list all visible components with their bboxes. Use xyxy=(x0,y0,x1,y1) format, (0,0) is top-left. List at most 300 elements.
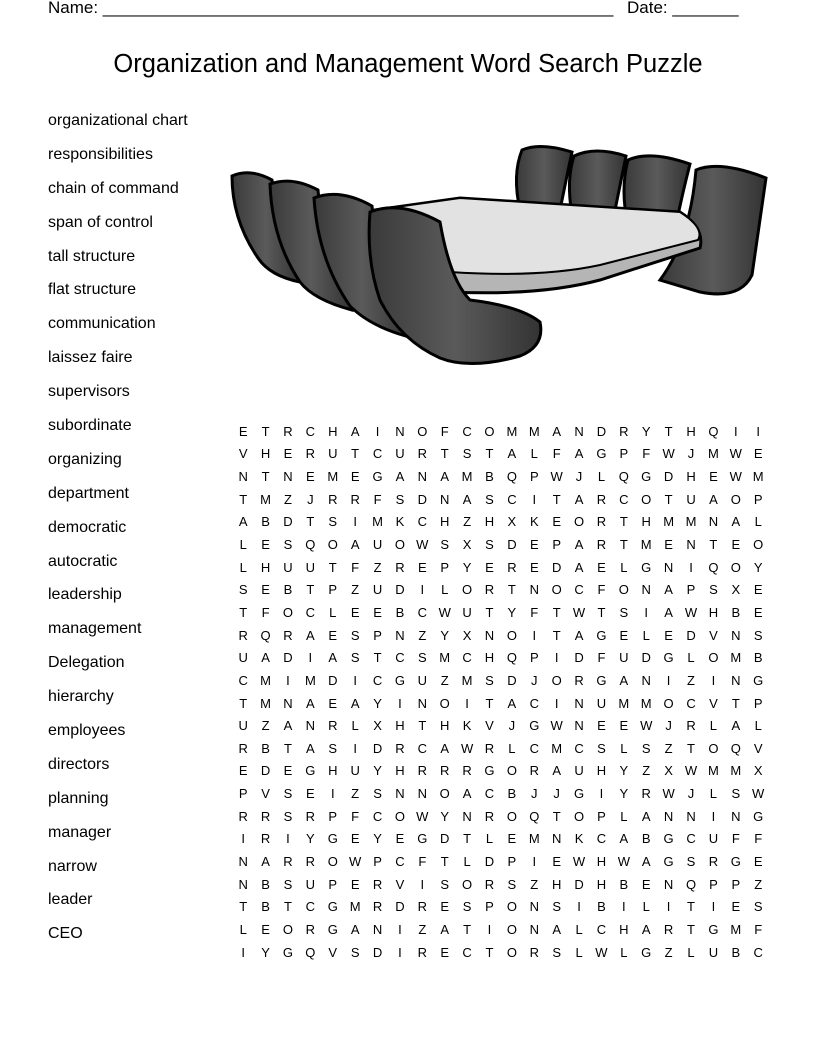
grid-letter: U xyxy=(417,672,428,688)
grid-letter: C xyxy=(529,695,539,711)
grid-letter: K xyxy=(462,718,472,734)
grid-letter: T xyxy=(306,514,315,530)
grid-letter: N xyxy=(641,582,651,598)
grid-letter: U xyxy=(574,763,584,779)
grid-letter: I xyxy=(689,559,693,575)
grid-letter: N xyxy=(417,695,428,711)
grid-letter: W xyxy=(595,944,608,960)
grid-row xyxy=(232,941,769,964)
grid-letter: R xyxy=(238,808,248,824)
grid-letter: N xyxy=(731,672,741,688)
grid-letter: T xyxy=(552,808,561,824)
grid-letter: N xyxy=(529,921,539,937)
grid-letter: G xyxy=(596,446,607,462)
grid-letter: I xyxy=(711,672,716,688)
date-field-label: Date: _______ xyxy=(627,0,739,17)
grid-row xyxy=(232,511,769,534)
grid-letter: M xyxy=(707,763,719,779)
grid-letter: C xyxy=(484,786,495,802)
grid-letter: T xyxy=(731,695,740,711)
grid-letter: O xyxy=(708,650,719,666)
grid-letter: E xyxy=(350,831,360,847)
grid-letter: O xyxy=(573,514,585,530)
grid-letter: M xyxy=(730,921,742,937)
grid-letter: T xyxy=(552,491,561,507)
grid-letter: O xyxy=(506,921,517,937)
grid-letter: U xyxy=(686,491,696,507)
grid-letter: C xyxy=(372,808,383,824)
grid-letter: E xyxy=(485,559,494,575)
grid-letter: L xyxy=(620,740,628,756)
word-list-item: laissez faire xyxy=(48,349,133,367)
grid-letter: L xyxy=(575,944,583,960)
grid-letter: A xyxy=(507,695,517,711)
grid-letter: Y xyxy=(507,604,517,620)
grid-letter: R xyxy=(238,740,248,756)
grid-letter: T xyxy=(440,446,449,462)
grid-letter: O xyxy=(394,537,405,553)
grid-letter: R xyxy=(417,944,428,960)
grid-letter: B xyxy=(485,469,494,485)
grid-letter: O xyxy=(641,491,652,507)
grid-letter: N xyxy=(417,786,428,802)
grid-letter: T xyxy=(463,921,472,937)
grid-letter: R xyxy=(395,559,405,575)
grid-letter: A xyxy=(574,446,584,462)
grid-letter: L xyxy=(239,921,247,937)
grid-letter: E xyxy=(664,627,673,643)
grid-letter: G xyxy=(529,718,540,734)
grid-letter: R xyxy=(417,899,428,915)
grid-letter: T xyxy=(552,627,561,643)
word-list xyxy=(48,111,188,958)
grid-letter: A xyxy=(641,808,651,824)
grid-letter: Q xyxy=(529,808,540,824)
grid-letter: I xyxy=(241,831,245,847)
grid-letter: L xyxy=(441,582,449,598)
grid-letter: H xyxy=(440,514,450,530)
grid-letter: R xyxy=(283,423,293,439)
grid-row xyxy=(232,714,769,737)
grid-letter: P xyxy=(328,582,338,598)
grid-letter: D xyxy=(663,469,674,485)
grid-letter: I xyxy=(308,650,313,666)
grid-letter: R xyxy=(328,491,338,507)
grid-letter: Z xyxy=(351,786,360,802)
grid-letter: E xyxy=(753,446,763,462)
grid-row xyxy=(232,533,769,556)
grid-letter: S xyxy=(283,537,293,553)
grid-letter: S xyxy=(283,876,293,892)
grid-letter: O xyxy=(551,672,562,688)
grid-letter: A xyxy=(350,921,360,937)
grid-letter: I xyxy=(398,695,402,711)
grid-letter: P xyxy=(529,469,539,485)
grid-letter: E xyxy=(552,853,561,869)
grid-letter: N xyxy=(686,808,696,824)
grid-letter: O xyxy=(506,627,517,643)
grid-letter: N xyxy=(238,469,248,485)
grid-letter: S xyxy=(619,604,629,620)
grid-letter: H xyxy=(619,921,629,937)
grid-row xyxy=(232,737,769,760)
grid-letter: G xyxy=(327,899,338,915)
grid-letter: F xyxy=(373,491,382,507)
grid-letter: J xyxy=(508,718,516,734)
grid-letter: P xyxy=(373,853,382,869)
grid-letter: H xyxy=(395,763,405,779)
word-list-item: manager xyxy=(48,823,112,841)
grid-letter: I xyxy=(398,944,402,960)
grid-letter: E xyxy=(261,921,270,937)
grid-letter: D xyxy=(372,944,383,960)
grid-letter: T xyxy=(664,491,673,507)
grid-letter: Y xyxy=(462,559,472,575)
grid-letter: L xyxy=(642,627,650,643)
grid-letter: H xyxy=(484,650,495,666)
grid-letter: H xyxy=(484,514,495,530)
grid-letter: X xyxy=(753,763,763,779)
grid-letter: R xyxy=(260,808,271,824)
grid-letter: O xyxy=(282,921,294,937)
grid-letter: U xyxy=(328,446,338,462)
grid-letter: N xyxy=(283,469,293,485)
grid-letter: S xyxy=(485,537,494,553)
grid-letter: Q xyxy=(730,740,741,756)
grid-letter: C xyxy=(574,582,584,598)
grid-letter: Y xyxy=(440,627,450,643)
grid-letter: Z xyxy=(530,876,539,892)
grid-letter: W xyxy=(684,763,698,779)
grid-letter: Y xyxy=(373,695,382,711)
grid-letter: N xyxy=(529,582,539,598)
grid-letter: Z xyxy=(440,672,449,688)
grid-letter: E xyxy=(306,469,315,485)
grid-letter: W xyxy=(550,469,563,485)
grid-letter: I xyxy=(487,921,492,937)
grid-letter: D xyxy=(417,491,428,507)
grid-row xyxy=(232,805,769,828)
grid-letter: I xyxy=(532,627,537,643)
grid-letter: P xyxy=(507,853,517,869)
grid-letter: C xyxy=(238,672,248,688)
grid-letter: E xyxy=(440,899,450,915)
grid-letter: S xyxy=(238,582,248,598)
grid-letter: V xyxy=(395,876,405,892)
grid-letter: N xyxy=(484,627,495,643)
grid-letter: M xyxy=(304,672,316,688)
grid-letter: Y xyxy=(619,763,629,779)
grid-letter: R xyxy=(440,763,450,779)
grid-letter: O xyxy=(282,604,294,620)
grid-row xyxy=(232,669,769,692)
word-list-item: organizing xyxy=(48,450,122,468)
grid-letter: A xyxy=(261,650,270,666)
grid-letter: P xyxy=(753,695,763,711)
grid-letter: P xyxy=(552,537,561,553)
grid-letter: T xyxy=(418,718,427,734)
grid-letter: W xyxy=(684,604,698,620)
grid-row xyxy=(232,556,769,579)
grid-letter: N xyxy=(641,672,651,688)
grid-letter: O xyxy=(506,944,517,960)
grid-letter: P xyxy=(686,582,696,598)
grid-letter: R xyxy=(596,491,607,507)
grid-letter: P xyxy=(328,808,338,824)
grid-letter: A xyxy=(350,537,360,553)
grid-letter: I xyxy=(756,423,760,439)
grid-letter: T xyxy=(239,899,248,915)
grid-letter: M xyxy=(685,514,697,530)
grid-letter: H xyxy=(551,876,562,892)
grid-letter: Q xyxy=(618,469,629,485)
grid-row xyxy=(232,782,769,805)
grid-letter: U xyxy=(619,650,629,666)
grid-letter: P xyxy=(709,876,718,892)
word-list-item: leadership xyxy=(48,586,122,604)
word-list-item: communication xyxy=(48,315,156,333)
grid-letter: G xyxy=(484,763,495,779)
grid-letter: F xyxy=(440,423,449,439)
grid-letter: T xyxy=(664,423,673,439)
grid-letter: M xyxy=(372,514,383,530)
grid-letter: E xyxy=(552,514,561,530)
grid-letter: D xyxy=(507,537,517,553)
grid-letter: S xyxy=(552,944,561,960)
grid-letter: R xyxy=(529,763,539,779)
grid-letter: B xyxy=(597,899,606,915)
grid-letter: A xyxy=(283,718,293,734)
grid-letter: O xyxy=(394,808,405,824)
grid-letter: P xyxy=(373,627,382,643)
grid-letter: U xyxy=(305,876,316,892)
grid-letter: T xyxy=(440,853,449,869)
grid-letter: P xyxy=(440,559,450,575)
grid-letter: L xyxy=(709,786,718,802)
grid-letter: N xyxy=(395,627,405,643)
grid-letter: E xyxy=(529,559,539,575)
grid-letter: R xyxy=(372,899,383,915)
word-list-item: chain of command xyxy=(48,179,179,197)
grid-letter: U xyxy=(462,604,472,620)
grid-letter: T xyxy=(687,740,695,756)
grid-letter: X xyxy=(462,627,472,643)
grid-letter: A xyxy=(619,672,629,688)
grid-letter: S xyxy=(350,944,360,960)
grid-letter: E xyxy=(731,537,741,553)
grid-row xyxy=(232,646,769,669)
grid-letter: I xyxy=(532,853,537,869)
grid-letter: N xyxy=(372,921,383,937)
grid-letter: H xyxy=(395,718,405,734)
grid-letter: M xyxy=(528,423,540,439)
grid-letter: M xyxy=(752,469,764,485)
grid-letter: F xyxy=(552,446,561,462)
grid-letter: E xyxy=(731,899,741,915)
grid-letter: M xyxy=(618,695,630,711)
grid-letter: A xyxy=(574,491,584,507)
grid-letter: S xyxy=(462,446,472,462)
grid-letter: B xyxy=(641,831,651,847)
grid-letter: H xyxy=(708,604,719,620)
grid-letter: C xyxy=(372,672,383,688)
grid-letter: Z xyxy=(463,514,472,530)
grid-letter: E xyxy=(417,559,427,575)
grid-letter: L xyxy=(485,831,494,847)
grid-letter: E xyxy=(619,627,629,643)
grid-letter: P xyxy=(619,446,629,462)
grid-letter: E xyxy=(753,604,763,620)
grid-letter: V xyxy=(485,718,494,734)
grid-letter: G xyxy=(663,650,674,666)
grid-letter: R xyxy=(663,921,674,937)
grid-letter: M xyxy=(260,695,271,711)
grid-letter: W xyxy=(662,446,675,462)
grid-letter: C xyxy=(462,944,472,960)
grid-letter: W xyxy=(460,740,474,756)
grid-letter: J xyxy=(687,446,695,462)
grid-letter: O xyxy=(551,582,562,598)
grid-letter: P xyxy=(485,899,494,915)
grid-letter: Y xyxy=(373,763,382,779)
grid-letter: Z xyxy=(351,582,360,598)
grid-letter: L xyxy=(620,944,628,960)
grid-letter: A xyxy=(395,469,405,485)
grid-letter: E xyxy=(261,537,270,553)
grid-letter: R xyxy=(395,740,405,756)
grid-letter: N xyxy=(395,786,405,802)
grid-letter: M xyxy=(528,831,540,847)
grid-letter: I xyxy=(554,695,559,711)
grid-letter: E xyxy=(283,446,293,462)
grid-row xyxy=(232,465,769,488)
grid-letter: S xyxy=(597,740,606,756)
grid-letter: E xyxy=(350,876,360,892)
grid-row xyxy=(232,873,769,896)
grid-letter: R xyxy=(283,627,293,643)
word-list-item: flat structure xyxy=(48,281,137,299)
grid-letter: E xyxy=(507,831,517,847)
grid-letter: A xyxy=(574,559,584,575)
grid-letter: F xyxy=(530,604,539,620)
grid-letter: R xyxy=(484,582,495,598)
grid-letter: Q xyxy=(305,537,316,553)
grid-letter: A xyxy=(664,582,673,598)
grid-letter: C xyxy=(507,491,517,507)
grid-letter: G xyxy=(663,853,674,869)
grid-letter: U xyxy=(372,537,383,553)
grid-letter: D xyxy=(686,627,696,643)
grid-letter: C xyxy=(417,740,428,756)
grid-letter: X xyxy=(462,537,472,553)
grid-letter: A xyxy=(261,853,270,869)
grid-letter: G xyxy=(282,944,294,960)
grid-letter: C xyxy=(372,446,383,462)
grid-letter: A xyxy=(552,423,561,439)
grid-letter: E xyxy=(529,537,539,553)
grid-letter: N xyxy=(574,695,584,711)
grid-letter: L xyxy=(597,469,606,485)
grid-letter: E xyxy=(597,718,606,734)
grid-letter: X xyxy=(373,718,382,734)
grid-letter: N xyxy=(238,853,248,869)
grid-letter: U xyxy=(238,718,248,734)
grid-letter: A xyxy=(440,921,450,937)
grid-letter: Q xyxy=(260,627,271,643)
grid-letter: R xyxy=(596,514,607,530)
grid-letter: Y xyxy=(641,423,651,439)
grid-letter: W xyxy=(572,604,586,620)
grid-letter: B xyxy=(731,604,741,620)
grid-letter: N xyxy=(708,514,719,530)
grid-letter: F xyxy=(351,808,360,824)
grid-letter: R xyxy=(283,853,293,869)
grid-letter: A xyxy=(731,718,741,734)
grid-letter: C xyxy=(305,899,316,915)
grid-letter: S xyxy=(753,899,763,915)
grid-letter: N xyxy=(574,718,584,734)
grid-letter: R xyxy=(372,876,383,892)
grid-letter: E xyxy=(238,763,248,779)
grid-letter: S xyxy=(485,491,494,507)
grid-letter: P xyxy=(753,491,763,507)
grid-letter: D xyxy=(395,582,405,598)
grid-letter: R xyxy=(686,718,696,734)
grid-row xyxy=(232,918,769,941)
grid-letter: S xyxy=(552,899,561,915)
grid-letter: Q xyxy=(708,559,719,575)
grid-letter: P xyxy=(597,808,606,824)
grid-letter: I xyxy=(711,899,716,915)
grid-letter: T xyxy=(507,582,516,598)
grid-letter: A xyxy=(641,853,651,869)
grid-letter: G xyxy=(753,808,764,824)
grid-letter: B xyxy=(283,582,293,598)
grid-letter: L xyxy=(239,559,247,575)
grid-letter: J xyxy=(553,786,560,802)
grid-letter: N xyxy=(238,876,248,892)
grid-letter: H xyxy=(686,423,696,439)
grid-letter: M xyxy=(730,650,742,666)
grid-letter: U xyxy=(708,831,719,847)
grid-letter: I xyxy=(241,944,245,960)
grid-letter: L xyxy=(754,718,762,734)
grid-letter: W xyxy=(729,446,742,462)
grid-letter: T xyxy=(709,537,718,553)
grid-letter: F xyxy=(261,604,270,620)
grid-letter: R xyxy=(484,740,495,756)
grid-letter: W xyxy=(438,604,451,620)
grid-letter: E xyxy=(440,944,450,960)
grid-letter: O xyxy=(730,491,741,507)
grid-letter: T xyxy=(552,604,561,620)
word-list-item: span of control xyxy=(48,213,153,231)
grid-letter: L xyxy=(575,921,583,937)
grid-letter: Q xyxy=(305,944,316,960)
grid-letter: G xyxy=(641,469,652,485)
grid-letter: L xyxy=(687,944,695,960)
grid-letter: G xyxy=(596,627,607,643)
grid-letter: B xyxy=(261,740,270,756)
grid-letter: E xyxy=(306,786,315,802)
grid-letter: O xyxy=(506,763,517,779)
grid-letter: M xyxy=(640,695,652,711)
grid-letter: A xyxy=(574,537,584,553)
grid-letter: K xyxy=(395,514,405,530)
grid-letter: R xyxy=(328,718,338,734)
grid-letter: G xyxy=(327,921,338,937)
grid-letter: C xyxy=(395,853,405,869)
